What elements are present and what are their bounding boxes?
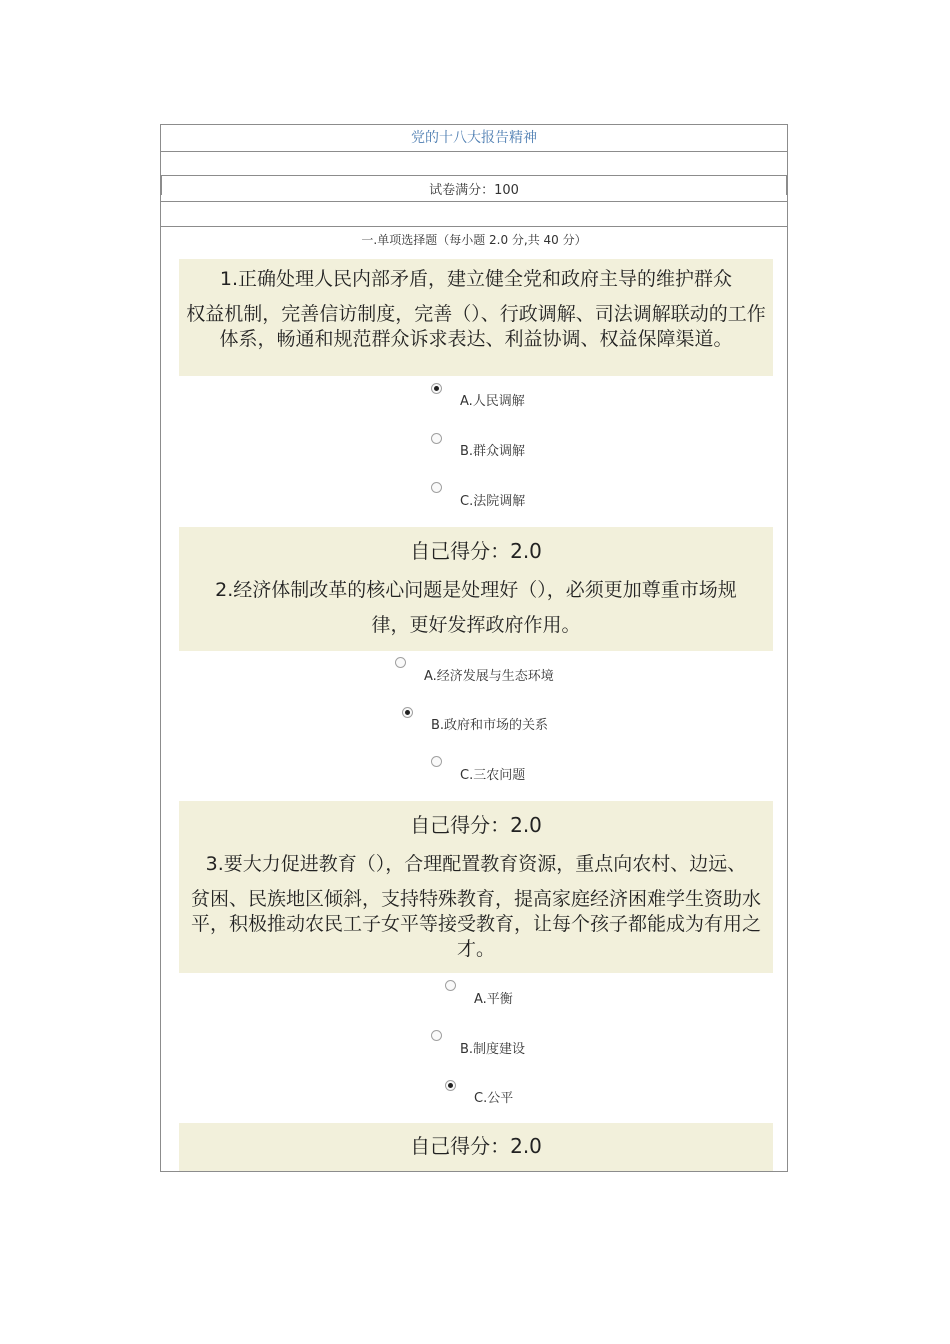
section-title: 一.单项选择题（每小题 2.0 分,共 40 分） (361, 233, 587, 247)
question-3-option-b[interactable]: B.制度建设 (460, 1042, 526, 1057)
question-2-option-b[interactable]: B.政府和市场的关系 (431, 718, 549, 733)
full-score-row (161, 175, 787, 201)
question-3-text-line1: 3.要大力促进教育（），合理配置教育资源，重点向农村、边远、 (205, 853, 747, 875)
question-1-text-line1: 1.正确处理人民内部矛盾，建立健全党和政府主导的维护群众 (219, 268, 733, 290)
question-2-score: 自己得分：2.0 (410, 813, 542, 837)
question-1-option-c[interactable]: C.法院调解 (460, 494, 526, 509)
question-3-text-line2: 贫困、民族地区倾斜，支持特殊教育，提高家庭经济困难学生资助水平，积极推动农民工子女平等接受教育，让每个孩子都能成为有用之才。 (190, 888, 761, 960)
question-2-option-c[interactable]: C.三农问题 (460, 768, 526, 783)
question-3-score-box (179, 1123, 773, 1171)
question-2-text-line2: 律，更好发挥政府作用。 (371, 614, 581, 636)
exam-title: 党的十八大报告精神 (161, 125, 787, 152)
question-3-option-b-radio[interactable] (431, 1030, 442, 1041)
question-1-text-line2: 权益机制，完善信访制度，完善（）、行政调解、司法调解联动的工作体系，畅通和规范群众诉求表达、利益协调、权益保障渠道。 (186, 303, 766, 350)
exam-frame (160, 124, 788, 1172)
question-3-option-c-radio[interactable] (445, 1080, 456, 1091)
blank-row (161, 151, 787, 176)
question-2-option-a-radio[interactable] (395, 657, 406, 668)
full-score-label: 试卷满分：100 (429, 183, 519, 198)
question-1-score: 自己得分：2.0 (410, 539, 542, 563)
question-3-option-a-radio[interactable] (445, 980, 456, 991)
question-1-option-b-radio[interactable] (431, 433, 442, 444)
blank-row (161, 201, 787, 227)
question-2-text-line1: 2.经济体制改革的核心问题是处理好（），必须更加尊重市场规 (215, 579, 737, 601)
question-2-option-a[interactable]: A.经济发展与生态环境 (424, 669, 554, 684)
question-1-option-a[interactable]: A.人民调解 (460, 394, 525, 409)
question-1-option-b[interactable]: B.群众调解 (460, 444, 526, 459)
question-1 (179, 259, 773, 376)
question-2-option-b-radio[interactable] (402, 707, 413, 718)
question-1-option-a-radio[interactable] (431, 383, 442, 394)
question-3-option-c[interactable]: C.公平 (474, 1091, 514, 1106)
question-2-score-and-question-3 (179, 801, 773, 973)
question-1-option-c-radio[interactable] (431, 482, 442, 493)
divider (171, 175, 777, 176)
question-1-score-and-question-2 (179, 527, 773, 651)
question-2-option-c-radio[interactable] (431, 756, 442, 767)
question-3-option-a[interactable]: A.平衡 (474, 992, 513, 1007)
question-3-score: 自己得分：2.0 (410, 1134, 542, 1158)
